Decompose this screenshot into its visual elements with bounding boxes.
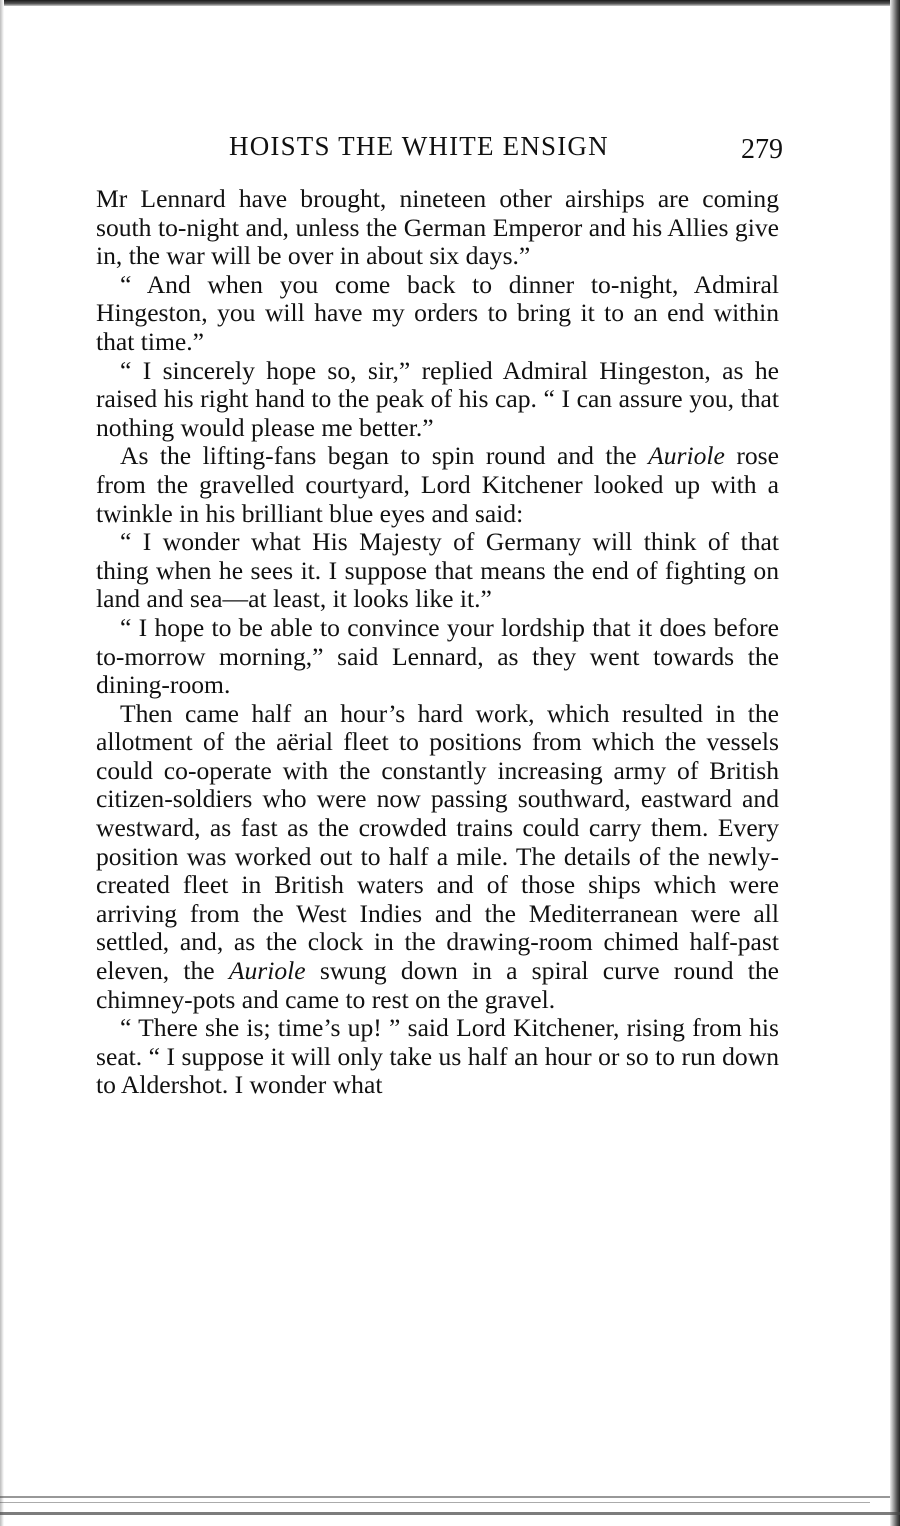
- paragraph: “ I wonder what His Majesty of Germany will think of that thing when he sees it. I suppose that means the end of fighting on land and sea—at least, it looks like it.”: [96, 527, 779, 614]
- paragraph-text: rose from the gravelled courtyard, Lord Kitchener looked up with a twinkle in his brilliant blue eyes and said:: [96, 441, 779, 528]
- paragraph: “ I sincerely hope so, sir,” replied Admiral Hingeston, as he raised his right hand to the peak of his cap. “ I can assure you, that nothing would please me better.”: [96, 355, 779, 442]
- page-left-edge: [0, 0, 4, 1526]
- page-number: 279: [741, 134, 783, 165]
- running-title: HOISTS THE WHITE ENSIGN: [229, 131, 609, 161]
- paragraph: “ I hope to be able to convince your lordship that it does before to-morrow morning,” said Lennard, as they went towards the dining-room.: [96, 612, 779, 700]
- paragraph-text: As the lifting-fans began to spin round and the: [120, 441, 649, 471]
- paragraph: [96, 442, 779, 528]
- page-top-edge: [0, 0, 900, 6]
- paragraph-text: Then came half an hour’s hard work, which resulted in the allotment of the aërial fleet to positions from which the vessels could co-operate with the constantly increasing army of British citizen-soldiers who were now passing southward, eastward and westward, as fast as the crowded trains could carry them. Every position was worked out to half a mile. The details of the newly-created fleet in British waters and of those ships which were arriving from the West Indies and the Mediterranean were all settled, and, as the clock in the drawing-room chimed half-past eleven, the: [96, 698, 779, 986]
- page-right-edge: [890, 0, 900, 1526]
- running-head: [96, 128, 783, 165]
- paragraph: Mr Lennard have brought, nineteen other airships are coming south to-night and, unless the German Emperor and his Allies give in, the war will be over in about six days.”: [96, 184, 779, 271]
- page-bottom-edge: [0, 1482, 900, 1526]
- paragraph: “ And when you come back to dinner to-night, Admiral Hingeston, you will have my orders to bring it to an end within that time.”: [96, 269, 779, 356]
- body-text: [96, 185, 779, 1100]
- paragraph: [96, 700, 779, 1015]
- ship-name: Auriole: [228, 956, 306, 986]
- book-page: [96, 128, 783, 1100]
- ship-name: Auriole: [648, 441, 725, 471]
- paragraph-text: swung down in a spiral curve round the chimney-pots and came to rest on the gravel.: [96, 956, 779, 1014]
- paragraph: “ There she is; time’s up! ” said Lord Kitchener, rising from his seat. “ I suppose it will only take us half an hour or so to run down to Aldershot. I wonder what: [96, 1013, 779, 1100]
